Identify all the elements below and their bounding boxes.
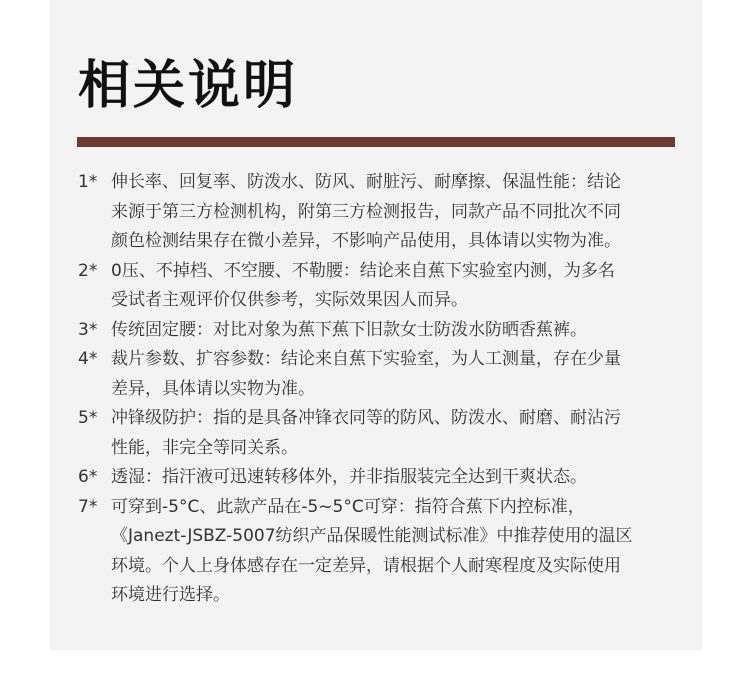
note-item — [78, 168, 678, 257]
note-line: 传统固定腰：对比对象为蕉下蕉下旧款女士防泼水防晒香蕉裤。 — [111, 319, 587, 340]
note-text — [111, 404, 678, 463]
note-text — [111, 463, 678, 493]
note-line: 颜色检测结果存在微小差异，不影响产品使用，具体请以实物为准。 — [111, 231, 621, 251]
note-number: 7* — [78, 496, 98, 517]
note-text — [111, 493, 678, 611]
note-item — [78, 404, 678, 463]
note-number: 4* — [78, 349, 98, 369]
note-line: 环境。个人上身体感存在一定差异，请根据个人耐寒程度及实际使用 — [111, 555, 621, 576]
note-line: 性能，非完全等同关系。 — [111, 437, 298, 458]
note-line: 差异，具体请以实物为准。 — [111, 378, 315, 399]
note-line: 0压、不掉档、不空腰、不勒腰：结论来自蕉下实验室内测，为多名 — [111, 260, 615, 281]
note-line: 可穿到-5°C、此款产品在-5~5°C可穿：指符合蕉下内控标准， — [111, 496, 585, 517]
note-item — [78, 463, 678, 493]
note-line: 透湿：指汗液可迅速转移体外，并非指服装完全达到干爽状态。 — [111, 467, 587, 487]
note-text — [111, 316, 678, 346]
note-item — [78, 345, 678, 404]
note-item — [78, 257, 678, 316]
note-item — [78, 493, 678, 611]
notes-panel — [50, 0, 702, 650]
note-number: 3* — [78, 319, 98, 340]
note-number: 6* — [78, 467, 98, 487]
note-number: 2* — [78, 260, 98, 281]
note-number: 5* — [78, 408, 98, 428]
notes-list — [78, 168, 678, 611]
note-number: 1* — [78, 172, 98, 192]
note-item — [78, 316, 678, 346]
page-title: 相关说明 — [78, 56, 299, 116]
note-line: 《Janezt-JSBZ-5007纺织产品保暖性能测试标准》中推荐使用的温区 — [111, 526, 633, 546]
note-text — [111, 345, 678, 404]
note-line: 受试者主观评价仅供参考，实际效果因人而异。 — [111, 290, 468, 310]
note-line: 环境进行选择。 — [111, 585, 230, 605]
note-line: 裁片参数、扩容参数：结论来自蕉下实验室，为人工测量，存在少量 — [111, 349, 621, 369]
title-divider — [77, 137, 675, 147]
note-line: 冲锋级防护：指的是具备冲锋衣同等的防风、防泼水、耐磨、耐沾污 — [111, 408, 621, 428]
note-text — [111, 168, 678, 257]
note-text — [111, 257, 678, 316]
note-line: 来源于第三方检测机构，附第三方检测报告，同款产品不同批次不同 — [111, 201, 621, 222]
note-line: 伸长率、回复率、防泼水、防风、耐脏污、耐摩擦、保温性能：结论 — [111, 172, 621, 192]
